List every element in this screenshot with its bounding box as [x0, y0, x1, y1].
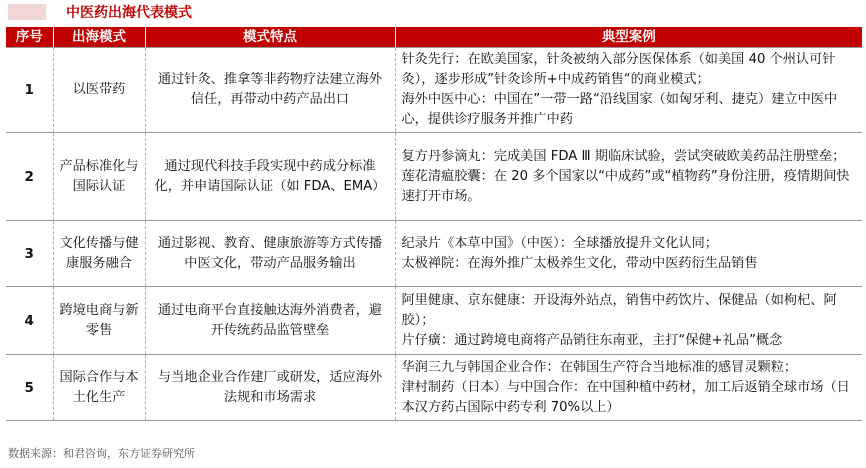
title-decoration — [8, 4, 46, 20]
table-row — [6, 133, 862, 221]
row-mode: 跨境电商与新零售 — [53, 287, 145, 355]
row-cases — [395, 355, 862, 421]
row-mode: 国际合作与本土化生产 — [53, 355, 145, 421]
row-index: 1 — [6, 48, 53, 133]
header-feature: 模式特点 — [145, 27, 395, 48]
table-header-row — [6, 27, 862, 48]
header-mode: 出海模式 — [53, 27, 145, 48]
table-row — [6, 355, 862, 421]
case-item: 阿里健康、京东健康：开设海外站点，销售中药饮片、保健品（如枸杞、阿胶）； — [401, 292, 837, 328]
row-feature: 通过现代科技手段实现中药成分标准化，并申请国际认证（如 FDA、EMA） — [145, 133, 395, 221]
header-cases: 典型案例 — [395, 27, 862, 48]
row-index: 2 — [6, 133, 53, 221]
export-models-table — [6, 27, 862, 421]
row-index: 3 — [6, 221, 53, 287]
row-mode: 产品标准化与国际认证 — [53, 133, 145, 221]
row-mode: 文化传播与健康服务融合 — [53, 221, 145, 287]
row-index: 4 — [6, 287, 53, 355]
row-cases — [395, 48, 862, 133]
row-cases — [395, 221, 862, 287]
header-index: 序号 — [6, 27, 53, 48]
case-item: 片仔癀：通过跨境电商将产品销往东南亚，主打“保健+礼品”概念 — [401, 332, 783, 348]
title-bar — [0, 0, 866, 26]
case-item: 复方丹参滴丸：完成美国 FDA Ⅲ 期临床试验，尝试突破欧美药品注册壁垒； — [401, 148, 846, 164]
case-item: 华润三九与韩国企业合作：在韩国生产符合当地标准的感冒灵颗粒； — [401, 359, 798, 375]
case-item: 太极禅院：在海外推广太极养生文化，带动中医药衍生品销售 — [401, 255, 758, 271]
table-row — [6, 48, 862, 133]
row-feature: 与当地企业合作建厂或研发，适应海外法规和市场需求 — [145, 355, 395, 421]
case-item: 莲花清瘟胶囊：在 20 多个国家以“中成药”或“植物药”身份注册，疫情期间快速打开市场。 — [401, 168, 850, 204]
case-item: 津村制药（日本）与中国合作：在中国种植中药材，加工后返销全球市场（日本汉方药占国际中药专利 70%以上） — [401, 379, 850, 415]
row-cases — [395, 133, 862, 221]
row-index: 5 — [6, 355, 53, 421]
data-source: 数据来源：和君咨询，东方证券研究所 — [8, 447, 195, 460]
table-row — [6, 287, 862, 355]
row-feature: 通过影视、教育、健康旅游等方式传播中医文化，带动产品服务输出 — [145, 221, 395, 287]
case-item: 针灸先行：在欧美国家，针灸被纳入部分医保体系（如美国 40 个州认可针灸），逐步形成”针灸诊所+中成药销售“的商业模式； — [401, 52, 836, 87]
row-cases — [395, 287, 862, 355]
case-item: 纪录片《本草中国》（中医）：全球播放提升文化认同； — [401, 235, 718, 251]
row-feature: 通过针灸、推拿等非药物疗法建立海外信任，再带动中药产品出口 — [145, 48, 395, 133]
table-title: 中医药出海代表模式 — [66, 5, 192, 21]
row-mode: 以医带药 — [53, 48, 145, 133]
row-feature: 通过电商平台直接触达海外消费者，避开传统药品监管壁垒 — [145, 287, 395, 355]
table-row — [6, 221, 862, 287]
case-item: 海外中医中心：中国在”一带一路“沿线国家（如匈牙利、捷克）建立中医中心，提供诊疗服务并推广中药 — [401, 92, 838, 127]
